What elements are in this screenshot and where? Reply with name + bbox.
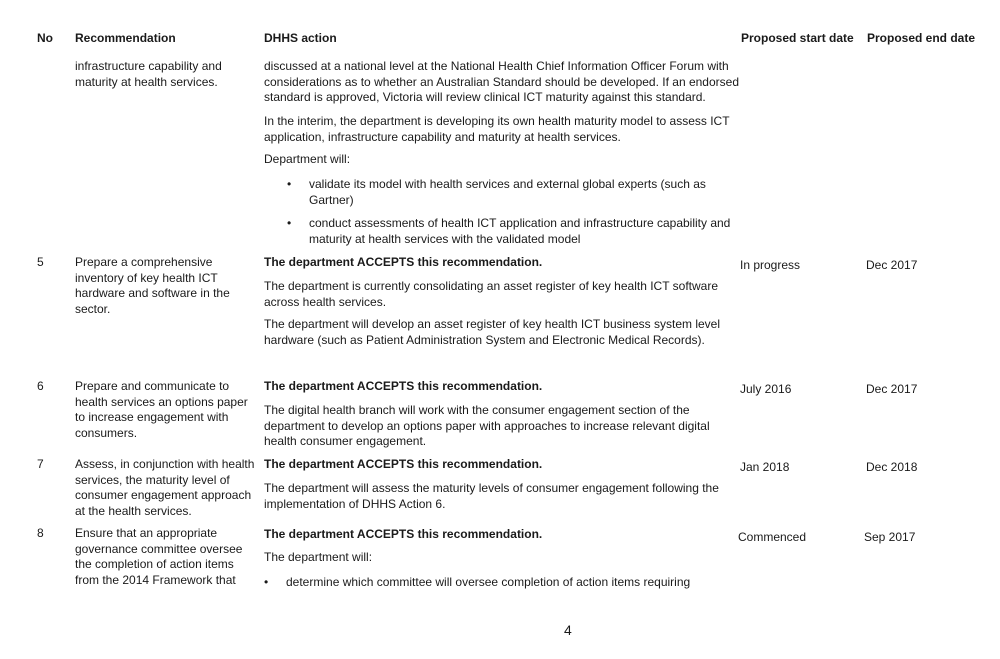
text-line: application, infrastructure capability and maturity at health services. xyxy=(264,129,621,144)
text-line: health consumer engagement. xyxy=(264,434,427,448)
header-recommendation: Recommendation xyxy=(75,31,176,45)
action-paragraph xyxy=(264,279,718,310)
text-line: The department will: xyxy=(264,550,373,564)
text-line: The department will assess the maturity levels of consumer engagement following the xyxy=(264,481,719,495)
cont-action-paragraph-2 xyxy=(264,114,730,145)
text-line: conduct assessments of health ICT application and infrastructure capability and xyxy=(309,216,731,230)
text-line: validate its model with health services and external global experts (such as xyxy=(309,177,706,191)
text-line: Gartner) xyxy=(309,192,354,207)
header-end-date: Proposed end date xyxy=(867,31,976,45)
text-line: hardware (such as Patient Administration System and Electronic Medical Records). xyxy=(264,332,705,347)
bullet-dot-icon: • xyxy=(264,575,269,589)
end-date: Sep 2017 xyxy=(864,530,916,544)
header-start-date: Proposed start date xyxy=(741,31,854,45)
text-line: at the health services. xyxy=(75,503,192,518)
text-line: services, the maturity level of xyxy=(75,472,230,487)
text-line: standard is approved, Victoria will review clinical ICT maturity against this standard. xyxy=(264,90,706,104)
row-number: 5 xyxy=(37,255,44,269)
text-line: Assess, in conjunction with health xyxy=(75,457,255,471)
cont-action-paragraph-1 xyxy=(264,59,739,106)
row-number: 7 xyxy=(37,457,44,471)
text-line: governance committee oversee xyxy=(75,541,243,556)
text-line: Prepare a comprehensive xyxy=(75,255,213,269)
text-line: The digital health branch will work with the consumer engagement section of the xyxy=(264,403,690,417)
start-date: July 2016 xyxy=(740,382,792,396)
text-line: considerations as to whether an Australian Standard should be developed. If an endorsed xyxy=(264,74,739,89)
bullet-text xyxy=(309,216,730,247)
text-line: The department is currently consolidating an asset register of key health ICT software xyxy=(264,279,719,293)
text-line: the completion of action items xyxy=(75,557,234,571)
text-line: health services an options paper xyxy=(75,394,248,409)
text-line: sector. xyxy=(75,301,111,316)
accept-statement: The department ACCEPTS this recommendation. xyxy=(264,457,543,471)
start-date: In progress xyxy=(740,258,801,272)
action-paragraph xyxy=(264,481,719,512)
header-no: No xyxy=(37,31,53,45)
row-number: 6 xyxy=(37,379,44,393)
text-line: In the interim, the department is developing its own health maturity model to assess ICT xyxy=(264,114,730,128)
text-line: The department will develop an asset register of key health ICT business system level xyxy=(264,317,720,331)
text-line: inventory of key health ICT xyxy=(75,270,218,285)
text-line: across health services. xyxy=(264,294,387,309)
bullet-dot-icon: • xyxy=(287,177,292,191)
bullet-item xyxy=(287,216,730,247)
text-line: maturity at health services with the validated model xyxy=(309,231,581,246)
text-line: consumers. xyxy=(75,425,138,440)
row-recommendation xyxy=(75,457,254,519)
end-date: Dec 2017 xyxy=(866,258,918,272)
text-line: consumer engagement approach xyxy=(75,488,252,502)
page-number: 4 xyxy=(564,622,572,638)
bullet-item xyxy=(287,177,706,208)
text-line: department to develop an options paper with approaches to increase relevant digital xyxy=(264,418,710,433)
start-date: Jan 2018 xyxy=(740,460,790,474)
bullet-text xyxy=(309,177,706,208)
accept-statement: The department ACCEPTS this recommendation. xyxy=(264,379,543,393)
text-line: discussed at a national level at the National Health Chief Information Officer Forum with xyxy=(264,59,729,73)
text-line: implementation of DHHS Action 6. xyxy=(264,496,446,511)
text-line: to increase engagement with xyxy=(75,410,229,424)
text-line: Prepare and communicate to xyxy=(75,379,230,393)
cont-action-paragraph-3: Department will: xyxy=(264,152,351,166)
bullet-text: determine which committee will oversee completion of action items requiring xyxy=(286,575,691,589)
row-recommendation xyxy=(75,255,230,317)
action-paragraph xyxy=(264,403,710,450)
cont-recommendation xyxy=(75,59,222,90)
start-date: Commenced xyxy=(738,530,807,544)
text-line: maturity at health services. xyxy=(75,74,218,89)
bullet-item xyxy=(264,575,690,591)
text-line: infrastructure capability and xyxy=(75,59,222,73)
accept-statement: The department ACCEPTS this recommendation. xyxy=(264,255,543,269)
end-date: Dec 2017 xyxy=(866,382,918,396)
bullet-dot-icon: • xyxy=(287,216,292,230)
end-date: Dec 2018 xyxy=(866,460,918,474)
text-line: from the 2014 Framework that xyxy=(75,572,236,587)
row-recommendation xyxy=(75,526,242,588)
action-paragraph xyxy=(264,317,720,348)
header-dhhs-action: DHHS action xyxy=(264,31,337,45)
accept-statement: The department ACCEPTS this recommendation. xyxy=(264,527,543,541)
row-recommendation xyxy=(75,379,248,441)
text-line: Ensure that an appropriate xyxy=(75,526,218,540)
text-line: hardware and software in the xyxy=(75,286,230,300)
action-paragraph xyxy=(264,550,372,566)
row-number: 8 xyxy=(37,526,44,540)
